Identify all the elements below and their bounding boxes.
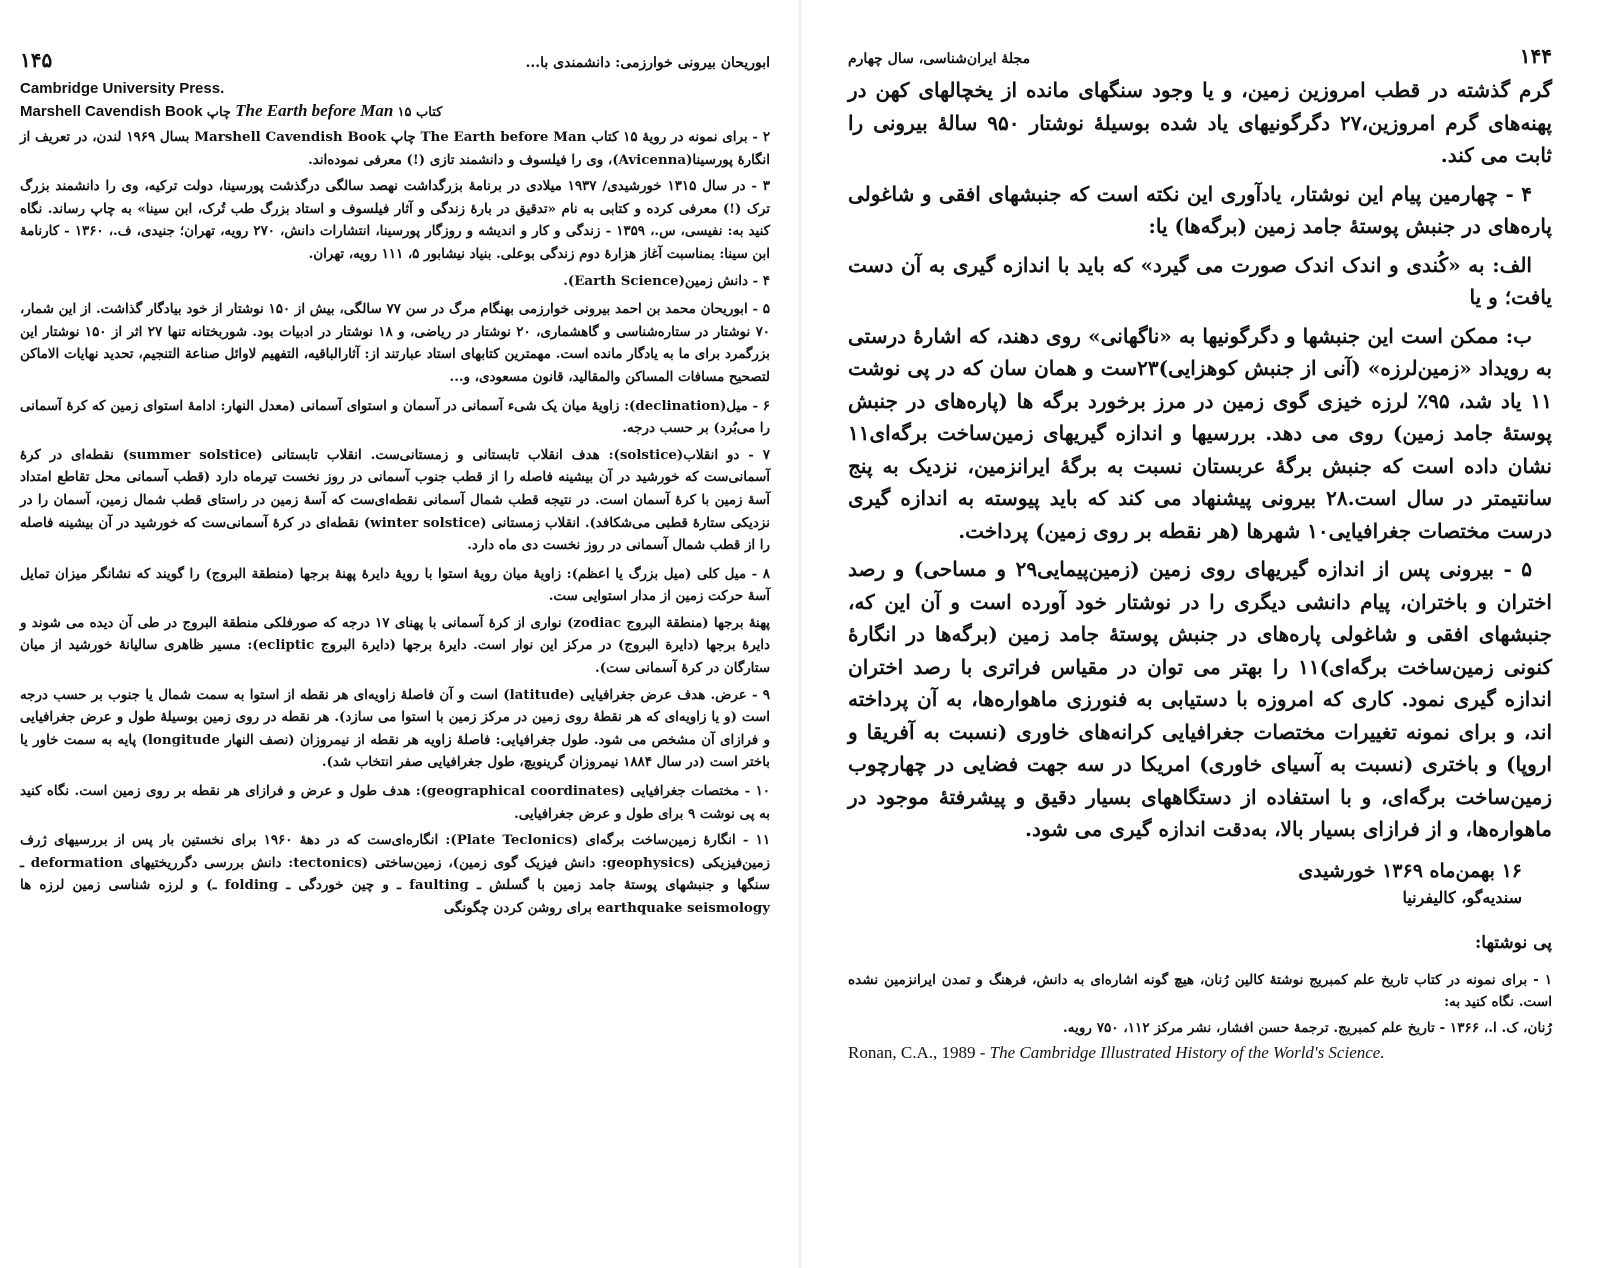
footnote-7: ۷ - دو انقلاب(solstice): هدف انقلاب تابستانی و زمستانی‌ست. انقلاب تابستانی (summer solstice) نقطه‌ای در کرهٔ آسمانی‌ست که خورشید در آن بیشینه فاصله را از قطب جنوب آسمانی در روز نخست تیرماه دارد (قطب آسمانی محل تقاطع امتداد آسهٔ زمین با کرهٔ آسمان است. در نتیجه قطب شمال آسمانی نقطه‌ای‌ست که آسهٔ زمین در راستای قطب شمال زمین، آسمان را در نزدیکی ستارهٔ قطبی می‌شکافد). انقلاب زمستانی (winter solstice) نقطه‌ای در کرهٔ آسمانی‌ست که خورشید در آن بیشینه فاصله را از قطب شمال آسمانی در روز نخست دی ماه دارد. <box>20 446 770 554</box>
book-print-word: چاپ <box>206 105 231 120</box>
footnote-9: ۹ - عرض. هدف عرض جغرافیایی (latitude) است و آن فاصلهٔ زاویه‌ای هر نقطه از استوا به سمت شمال یا جنوب بر حسب درجه است (و یا زاویه‌ای که هر نقطهٔ روی زمین در مرکز زمین با استوا می سازد). هر نقطه در روی زمین بوسیلهٔ طول و عرض جغرافیایی و فرازای آن مشخص می شود. طول جغرافیایی: فاصلهٔ زاویه هر نقطه از نیمروزان (نصف النهار longitude) پایه به سمت خاور یا باختر است (در سال ۱۸۸۴ نیمروزان گرینویچ، طول جغرافیایی صفر انتخاب شد). <box>20 686 770 771</box>
book-title: The Earth before Man <box>235 101 394 120</box>
notes-heading: پی نوشتها: <box>1475 932 1552 953</box>
paragraph-be: ب: ممکن است این جنبشها و دگرگونیها به «ناگهانی» روی دهند، که اشارهٔ درستی به رویداد «زمین‌لرزه» (آنی از جنبش کوهزایی)۲۳ست و همان سان که در پی نوشت ۱۱ یاد شد، ۹۵٪ لرزه خیزی گوی زمین در مرز برخورد برگه ها (پاره‌های در جنبش پوستهٔ جامد زمین) روی می دهد. بررسیها و اندازه گیریهای زمین‌ساخت برگه‌ای۱۱ نشان داده است که جنبش برگهٔ عربستان نسبت به برگهٔ ایرانزمین، نزدیک به پنج سانتیمتر در سال است.۲۸ بیرونی پیشنهاد می کند که باید پیوسته به اندازه گیری درست مختصات جغرافیایی۱۰ شهرها (هر نقطه بر روی زمین) پرداخت. <box>848 323 1553 543</box>
place-line: سندیه‌گو، کالیفرنیا <box>1402 887 1522 907</box>
book-word: کتاب ۱۵ <box>397 105 443 120</box>
footnote-8: ۸ - میل کلی (میل بزرگ یا اعظم): زاویهٔ میان رویهٔ استوا با رویهٔ دایرهٔ پهنهٔ برجها (منطقة البروج) را گویند که نشانگر میزان تمایل آسهٔ حرکت زمین از مدار استوایی ست. <box>20 565 770 605</box>
paragraph-point-4: ۴ - چهارمین پیام این نوشتار، یادآوری این نکته است که جنبشهای افقی و شاغولی پاره‌های در جنبش پوستهٔ جامد زمین (برگه‌ها) یا: <box>848 181 1552 238</box>
right-page <box>800 0 1600 1268</box>
left-footnotes <box>20 126 770 920</box>
left-running-head <box>20 48 770 72</box>
left-page-number: ۱۴۵ <box>20 48 53 72</box>
footnote-3: ۳ - در سال ۱۳۱۵ خورشیدی/ ۱۹۳۷ میلادی در برنامهٔ بزرگداشت نهصد سالگی درگذشت پورسینا، دولت ترکیه، وی را دانشمند بزرگ ترک (!) معرفی کرده و کتابی به نام «تدقیق در بارهٔ زندگی و آثار فیلسوف و استاد بزرگ طب تُرک، ابن سینا» به چاپ رساند. نگاه کنید به: نفیسی، س.، ۱۳۵۹ - زندگی و کار و اندیشه و روزگار پورسینا، انتشارات دانش، ۲۷۰ رویه، تهران؛ جنیدی، ف.، ۱۳۶۰ - کارنامهٔ ابن سینا: بمناسبت آغاز هزارهٔ دوم زندگی بوعلی. بنیاد نیشابور ۵، ۱۱۱ رویه، تهران. <box>20 178 771 262</box>
reference-1-fa: رُنان، ک. ا.، ۱۳۶۶ - تاریخ علم کمبریج. ترجمهٔ حسن افشار، نشر مرکز ۱۱۲، ۷۵۰ رویه. <box>1063 1019 1552 1036</box>
book-publisher: Marshell Cavendish Book <box>20 103 203 120</box>
book-line <box>20 100 770 124</box>
paragraph-point-5: ۵ - بیرونی پس از اندازه گیریهای روی زمین (زمین‌پیمایی۲۹ و مساحی) و رصد اختران و باختران، پیام دانشی دیگری را در نوشتار خود آورده است و آن این که، جنبشهای افقی و شاغولی پاره‌های در جنبش پوستهٔ جامد زمین (برگه‌ها در انگارهٔ کنونی زمین‌ساخت برگه‌ای)۱۱ را بهتر می توان در مقیاس فراتری با رصد اختران اندازه گیری نمود. کاری که امروزه با دستیابی به فنورزی ماهواره‌ها، به آن پرداخته اند، و برای نمونه تغییرات مختصات جغرافیایی کرانه‌های خاوری (نسبت به آفریقا و اروپا) و باختری (نسبت به آسیای خاوری) امریکا در سه جهت فضایی در چهارچوب زمین‌ساخت برگه‌ای، و با استفاده از دستگاههای بسیار دقیق و پیشرفتهٔ موجود در ماهواره‌ها، و از فرازای بسیار بالا، به‌دقت اندازه گیری می شود. <box>848 557 1552 841</box>
reference-1: ۱ - برای نمونه در کتاب تاریخ علم کمبریج نوشتهٔ کالین رُنان، هیچ گونه اشاره‌ای به دانش، فرهنگ و تمدن ایرانزمین نشده است. نگاه کنید به: <box>848 971 1552 1010</box>
publisher-line: Cambridge University Press. <box>20 80 225 97</box>
left-running-title: ابوریحان بیرونی خوارزمی: دانشمندی با... <box>525 55 770 71</box>
footnote-5: ۵ - ابوریحان محمد بن احمد بیرونی خوارزمی بهنگام مرگ در سن ۷۷ سالگی، بیش از ۱۵۰ نوشتار از خود بیادگار گذاشت. از این شمار، ۷۰ نوشتار در ستاره‌شناسی و گاهشماری، ۲۰ نوشتار در ریاضی، و ۱۸ نوشتار در ادبیات بود. شوربختانه تنها ۲۷ اثر از ۱۵۰ نوشتار این بزرگمرد برای ما به یادگار مانده است. مهمترین کتابهای استاد عبارتند از: آثارالباقیه، التفهیم لاوائل صناعة التنجیم، تحدید نهایات الاماکن لتصحیح مسافات المساکن والمقالید، قانون مسعودی، و... <box>20 301 770 385</box>
footnote-6: ۶ - میل(declination): زاویهٔ میان یک شیء آسمانی در آسمان و استوای آسمانی (معدل النهار: ادامهٔ استوای زمین که کرهٔ آسمانی را می‌بُرد) بر حسب درجه. <box>20 397 770 437</box>
paragraph-alef: الف: به «کُندی و اندک اندک صورت می گیرد» که باید با اندازه گیری به آن دست یافت؛ و یا <box>848 252 1552 309</box>
reference-1-en <box>848 1043 1552 1063</box>
footnote-2: ۲ - برای نمونه در رویهٔ ۱۵ کتاب The Earth before Man چاپ Marshell Cavendish Book بسال ۱۹۶۹ لندن، در تعریف از انگارهٔ پورسینا(Avicenna)، وی را فیلسوف و دانشمند تازی (!) معرفی نموده‌اند. <box>20 129 771 168</box>
footnote-11: ۱۱ - انگارهٔ زمین‌ساخت برگه‌ای (Plate Teclonics): انگاره‌ای‌ست که در دههٔ ۱۹۶۰ برای نخستین بار پس از بررسیهای ژرف زمین‌فیزیکی (geophysics: دانش فیزیک گوی زمین)، زمین‌ساختی (tectonics: دانش بررسی دگرریختیهای deformation ـ سنگها و جنبشهای پوستهٔ جامد زمین با گسلش ـ faulting ـ و چین خوردگی ـ folding ـ) و لرزه شناسی زمین لرزه ها earthquake seismology برای روشن کردن چگونگی <box>20 832 771 916</box>
right-running-title: مجلهٔ ایران‌شناسی، سال چهارم <box>848 51 1031 67</box>
footnote-8-zodiac: پهنهٔ برجها (منطقة البروج zodiac) نواری از کرهٔ آسمانی با پهنای ۱۷ درجه که صورفلکی منطقة البروج در طی آن دیده می شوند و دایرهٔ برجها (دایرة البروج) در مرکز این نوار است. دایرهٔ برجها (دایرة البروج ecliptic): مسیر ظاهری سالیانهٔ خورشید از میان ستارگان در کرهٔ آسمانی ست). <box>20 614 770 677</box>
paragraph-continued: گرم گذشته در قطب امروزین زمین، و یا وجود سنگهای مانده از یخچالهای کهن در پهنه‌های گرم امروزین،۲۷ دگرگونیهای یاد شده بوسیلهٔ نوشتار ۹۵۰ سالهٔ بیرونی را ثابت می کند. <box>848 78 1552 167</box>
footnote-4: ۴ - دانش زمین(Earth Science). <box>563 272 770 289</box>
right-page-number: ۱۴۴ <box>1519 44 1552 68</box>
reference-title: The Cambridge Illustrated History of the World's Science. <box>989 1042 1385 1062</box>
right-running-head <box>848 44 1552 68</box>
footnote-10: ۱۰ - مختصات جغرافیایی (geographical coordinates): هدف طول و عرض و فرازای هر نقطه بر روی زمین است. نگاه کنید به پی نوشت ۹ برای طول و عرض جغرافیایی. <box>20 783 770 822</box>
right-body <box>848 74 1552 846</box>
reference-author: Ronan, C.A., 1989 - <box>848 1042 990 1062</box>
date-line: ۱۶ بهمن‌ماه ۱۳۶۹ خورشیدی <box>1298 859 1522 882</box>
